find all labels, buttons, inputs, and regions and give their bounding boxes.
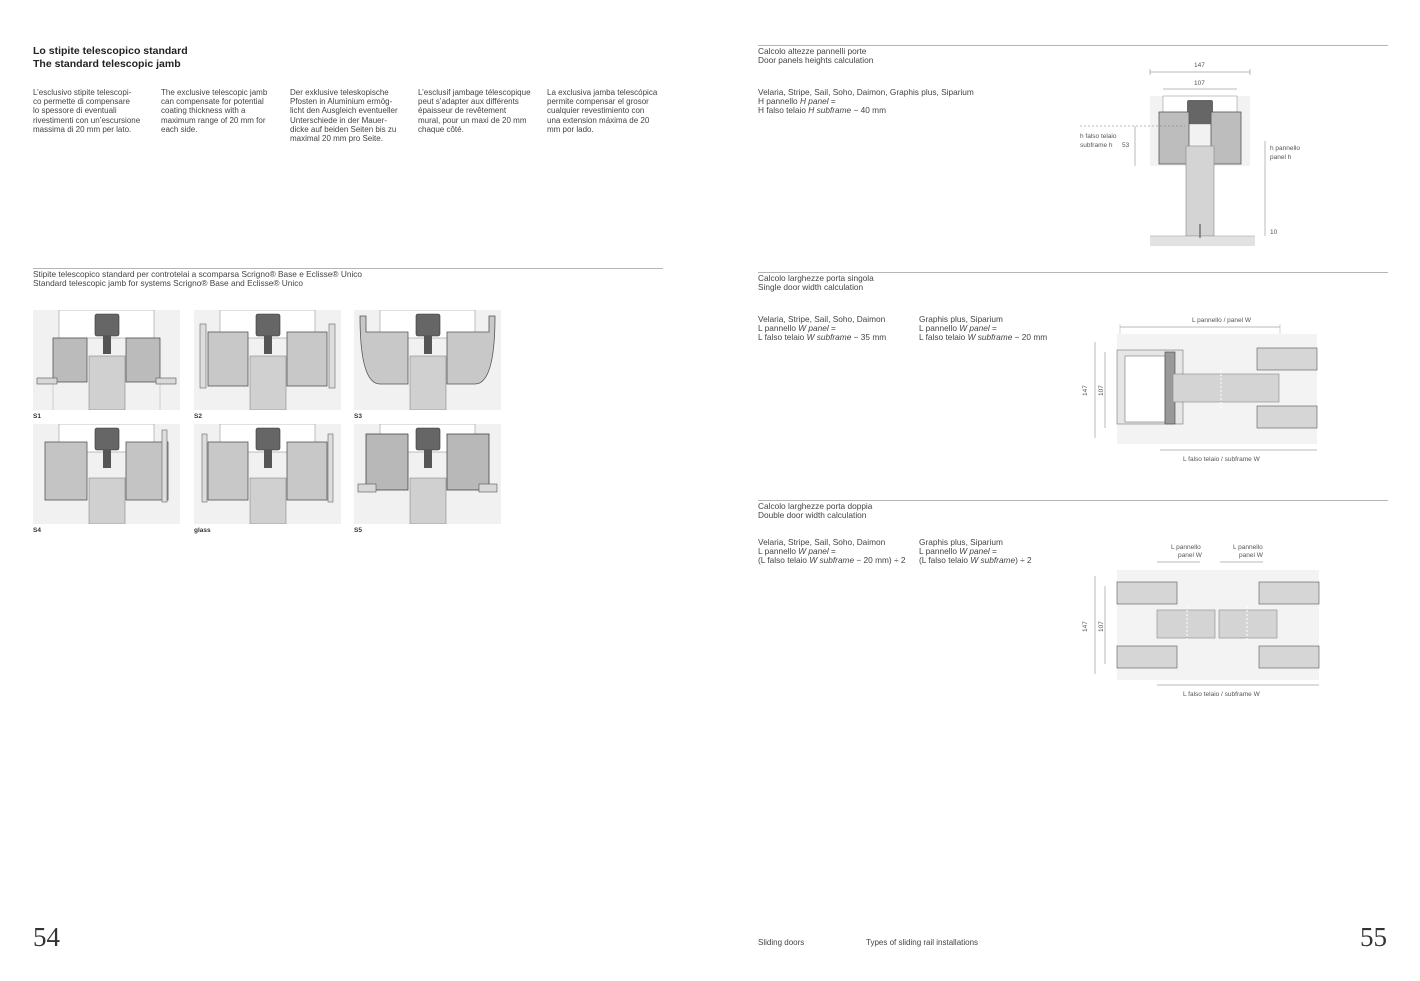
label-panel-w-2: panel W: [1239, 552, 1263, 559]
jamb-profile-glass: [194, 424, 341, 524]
double-width-diagram: [1075, 540, 1335, 702]
single-width-diagram: [1075, 312, 1335, 468]
jamb-profile-s1: [33, 310, 180, 410]
label-panel-h: panel h: [1270, 154, 1292, 161]
label-h-falso-telaio: h falso telaio: [1080, 133, 1117, 140]
thumb-caption-s4: S4: [33, 527, 41, 534]
heights-title-english: Door panels heights calculation: [758, 55, 874, 65]
label-subframe-w-double: L falso telaio / subframe W: [1183, 691, 1260, 698]
heights-formula-subframe: H falso telaio H subframe − 40 mm: [758, 105, 886, 115]
thumb-caption-s2: S2: [194, 413, 202, 420]
label-l-pannello-2: L pannello: [1233, 544, 1263, 551]
heading-english: The standard telescopic jamb: [33, 58, 181, 70]
dim-107: 107: [1194, 80, 1205, 87]
text-column-english: The exclusive telescopic jamb can compensate for potential coating thickness with a maximum range of 20 mm for each side.: [161, 88, 268, 134]
dim-147-double: 147: [1082, 621, 1089, 632]
double-title-italian: Calcolo larghezze porta doppia: [758, 501, 873, 511]
dim-147: 147: [1194, 62, 1205, 69]
text-column-german: Der exklusive teleskopische Pfosten in Aluminium ermög- licht den Ausgleich eventueller Unterschiede in der Mauer- dicke auf beiden Seiten bis zu maximal 20 mm pro Seite.: [290, 88, 398, 144]
page-number-left: 54: [33, 922, 60, 952]
double-b-formula-panel: L pannello W panel =: [919, 546, 997, 556]
jamb-profile-s3: [354, 310, 501, 410]
footer-subtitle: Types of sliding rail installations: [866, 938, 979, 947]
label-subframe-h: subframe h: [1080, 142, 1113, 149]
text-column-spanish: La exclusiva jamba telescópica permite compensar el grosor cualquier revestimiento con una extension máxima de 20 mm por lado.: [547, 88, 658, 134]
jamb-profile-s4: [33, 424, 180, 524]
height-diagram: [1075, 56, 1315, 251]
thumb-caption-s3: S3: [354, 413, 362, 420]
heading-italian: Lo stipite telescopico standard: [33, 45, 188, 57]
single-a-formula-panel: L pannello W panel =: [758, 323, 836, 333]
thumb-caption-glass: glass: [194, 527, 211, 534]
dim-53: 53: [1122, 142, 1130, 149]
heights-title-italian: Calcolo altezze pannelli porte: [758, 46, 867, 56]
dim-107-single: 107: [1098, 385, 1105, 396]
section-title-italian: Stipite telescopico standard per controtelai a scomparsa Scrigno® Base e Eclisse® Unico: [33, 269, 363, 279]
double-models-a: Velaria, Stripe, Sail, Soho, Daimon: [758, 537, 886, 547]
double-title-english: Double door width calculation: [758, 510, 867, 520]
text-column-italian: L’esclusivo stipite telescopi- co permette di compensare lo spessore di eventuali rivestimenti con un’escursione massima di 20 mm per lato.: [33, 88, 141, 134]
single-title-italian: Calcolo larghezze porta singola: [758, 273, 874, 283]
text-column-french: L’esclusif jambage télescopique peut s’adapter aux différents épaisseur de revêtement mural, pour un maxi de 20 mm chaque côté.: [418, 88, 531, 134]
double-b-formula-subframe: (L falso telaio W subframe) ÷ 2: [919, 555, 1032, 565]
single-b-formula-subframe: L falso telaio W subframe − 20 mm: [919, 332, 1048, 342]
footer-section: Sliding doors: [758, 938, 805, 947]
page-number-right: 55: [1360, 922, 1387, 952]
double-models-b: Graphis plus, Siparium: [919, 537, 1003, 547]
jamb-profile-s2: [194, 310, 341, 410]
dim-107-double: 107: [1098, 621, 1105, 632]
dim-147-single: 147: [1082, 385, 1089, 396]
thumb-caption-s1: S1: [33, 413, 41, 420]
heights-models: Velaria, Stripe, Sail, Soho, Daimon, Graphis plus, Siparium: [758, 87, 974, 97]
section-title-english: Standard telescopic jamb for systems Scrigno® Base and Eclisse® Unico: [33, 278, 304, 288]
label-panel-w: L pannello / panel W: [1192, 317, 1252, 324]
thumb-caption-s5: S5: [354, 527, 362, 534]
double-a-formula-subframe: (L falso telaio W subframe − 20 mm) ÷ 2: [758, 555, 906, 565]
label-panel-w-1: panel W: [1178, 552, 1202, 559]
single-title-english: Single door width calculation: [758, 282, 864, 292]
single-a-formula-subframe: L falso telaio W subframe − 35 mm: [758, 332, 887, 342]
double-a-formula-panel: L pannello W panel =: [758, 546, 836, 556]
heights-formula-panel: H pannello H panel =: [758, 96, 836, 106]
label-subframe-w-single: L falso telaio / subframe W: [1183, 456, 1260, 463]
single-b-formula-panel: L pannello W panel =: [919, 323, 997, 333]
dim-10: 10: [1270, 229, 1278, 236]
label-l-pannello-1: L pannello: [1171, 544, 1201, 551]
single-models-b: Graphis plus, Siparium: [919, 314, 1003, 324]
label-h-pannello: h pannello: [1270, 145, 1300, 152]
jamb-profile-s5: [354, 424, 501, 524]
single-models-a: Velaria, Stripe, Sail, Soho, Daimon: [758, 314, 886, 324]
